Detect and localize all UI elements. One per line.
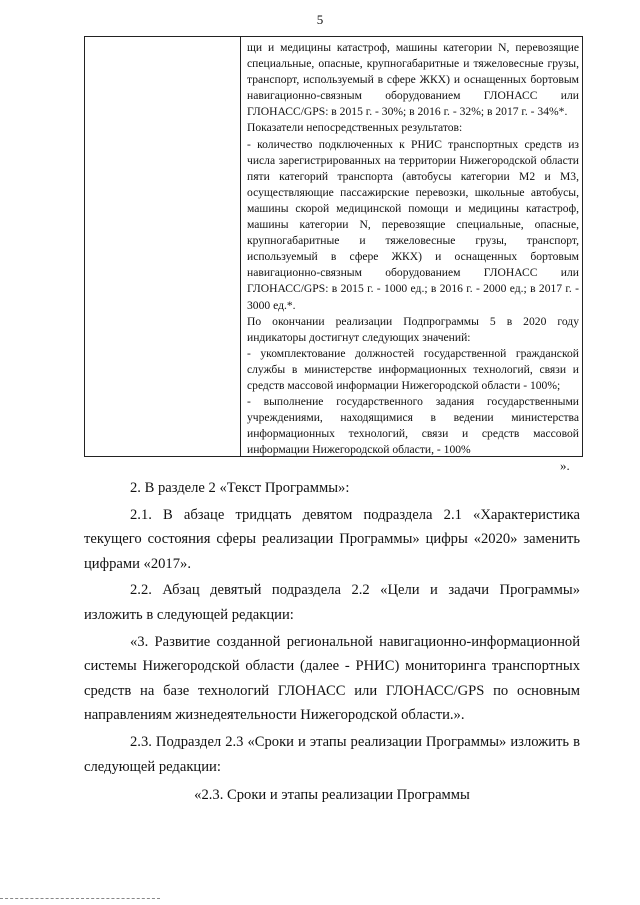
paragraph-section-2: 2. В разделе 2 «Текст Программы»: [130,480,350,496]
page-number: 5 [316,12,324,27]
section-heading-2-3: «2.3. Сроки и этапы реализации Программы [194,787,470,804]
table-paragraph: Показатели непосредственных результатов: [247,121,463,135]
document-body [84,476,580,808]
table-right-cell [247,40,579,458]
table-paragraph: - выполнение государственного задания государственными учреждениями, находящимися в ведении министерства информационных технологий, связи и средств массовой информации Нижегородской области, - 100% [247,395,579,457]
table-column-divider [240,37,241,456]
paragraph-2-2: 2.2. Абзац девятый подраздела 2.2 «Цели и задачи Программы» изложить в следующей редакции: [84,582,580,623]
table-paragraph: - укомплектование должностей государственной гражданской службы в министерстве информационных технологий, связи и средств массовой информации Нижегородской области - 100%; [247,346,579,392]
table-paragraph: щи и медицины катастроф, машины категории N, перевозящие специальные, опасные, крупногабаритные и тяжеловесные грузы, транспорт, используемый в сфере ЖКХ) и оснащенных бортовым навигационно-связным оборудованием ГЛОНАСС или ГЛОНАСС/GPS: в 2015 г. - 30%; в 2016 г. - 32%; в 2017 г. - 34%*. [247,41,579,119]
closing-quote: ». [560,458,570,473]
table-paragraph: По окончании реализации Подпрограммы 5 в 2020 году индикаторы достигнут следующих значений: [247,314,579,344]
footer-rule [0,898,160,899]
table-paragraph: - количество подключенных к РНИС транспортных средств из числа зарегистрированных на территории Нижегородской области пяти категорий транспорта (автобусы категории М2 и М3, осуществляющие пассажирские перевозки, школьные автобусы, машины скорой медицинской помощи и медицины катастроф, машины категории N, перевозящие специальные, опасные, крупногабаритные и тяжеловесные грузы, транспорт, используемый в сфере ЖКХ) и оснащенных бортовым навигационно-связным оборудованием ГЛОНАСС или ГЛОНАСС/GPS: в 2015 г. - 1000 ед.; в 2016 г. - 2000 ед.; в 2017 г. - 3000 ед.*. [247,137,579,312]
paragraph-2-1: 2.1. В абзаце тридцать девятом подраздела 2.1 «Характеристика текущего состояния сферы реализации Программы» цифры «2020» заменить цифрами «2017». [84,506,580,572]
indicators-table [84,36,583,457]
paragraph-2-3: 2.3. Подраздел 2.3 «Сроки и этапы реализации Программы» изложить в следующей редакции: [84,733,580,775]
paragraph-quote-3: «3. Развитие созданной региональной навигационно-информационной системы Нижегородской области (далее - РНИС) мониторинга транспортных средств на базе технологий ГЛОНАСС или ГЛОНАСС/GPS по основным направлениям жизнедеятельности Нижегородской области.». [84,633,580,724]
